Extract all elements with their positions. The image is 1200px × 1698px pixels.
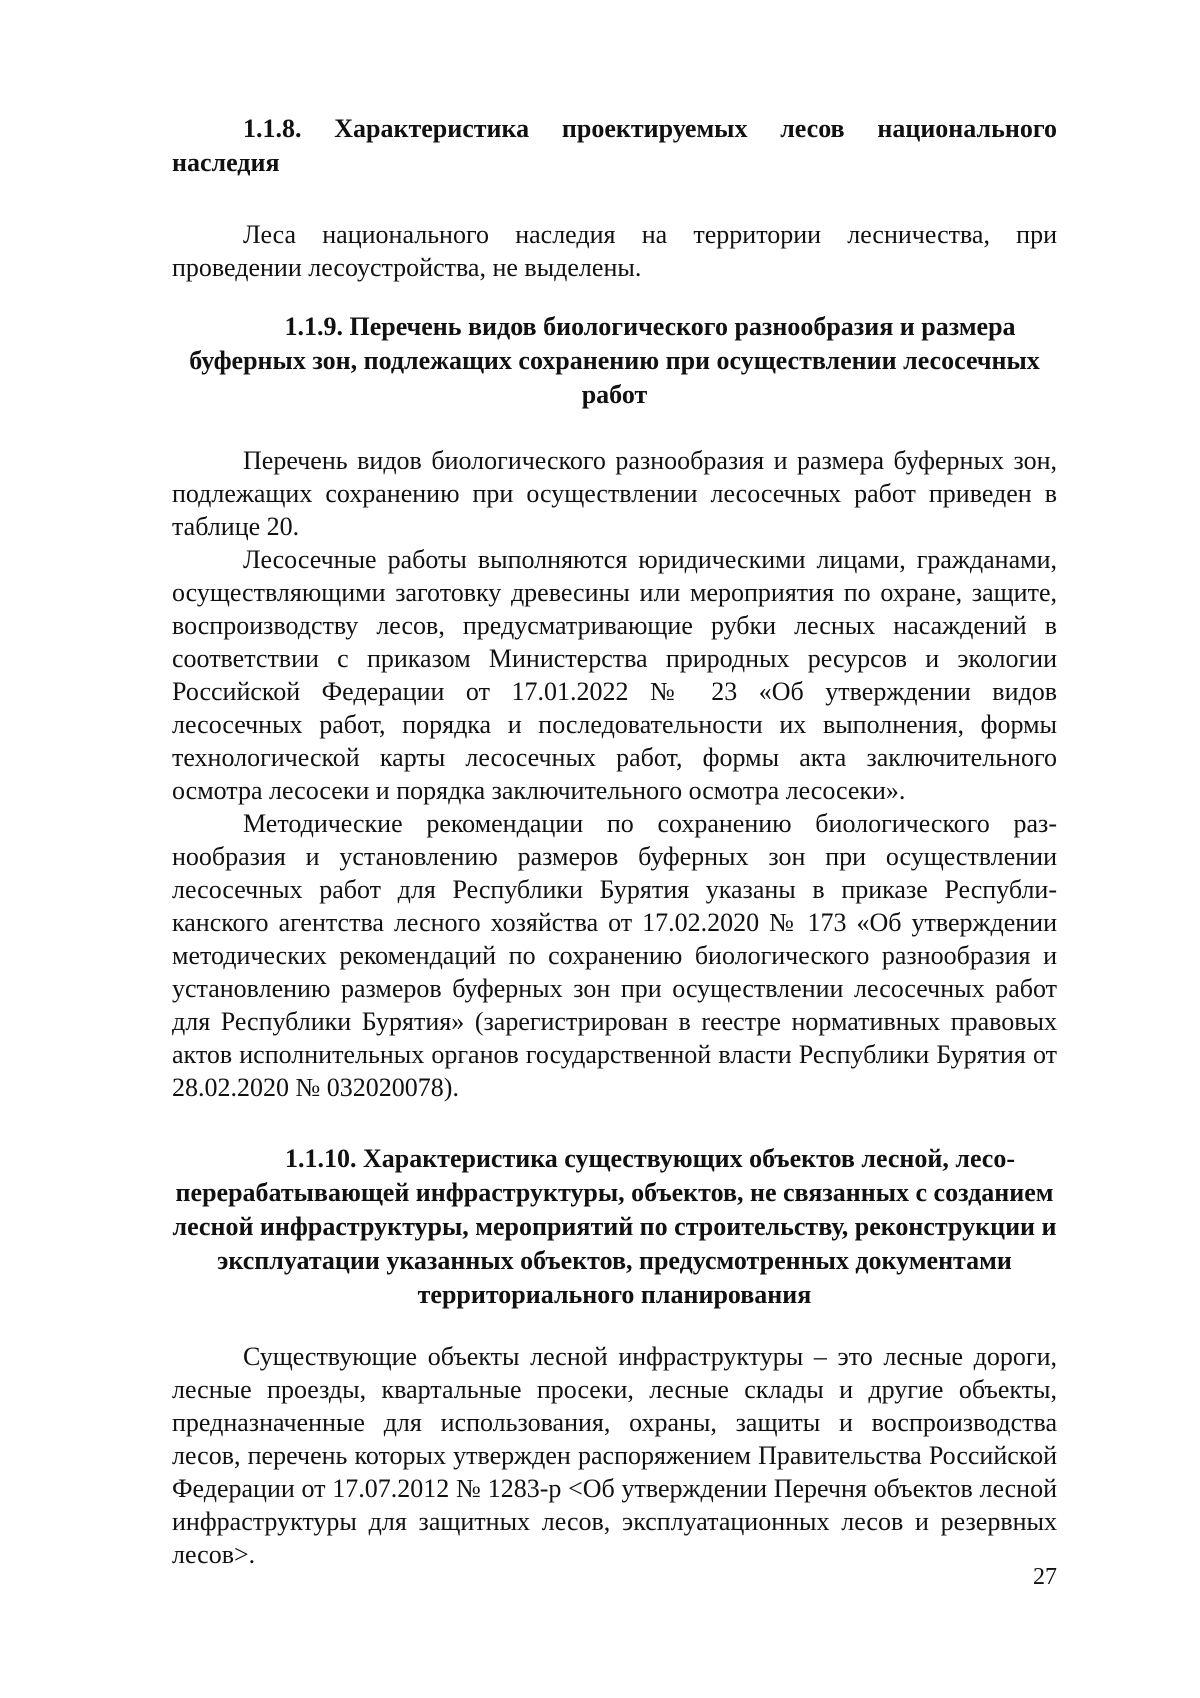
paragraph: Перечень видов биологического разнообразия и размера буферных зон, подлежащих сохранению при осуществлении лесосечных работ приведен в таблице 20. xyxy=(172,446,1057,541)
page-number: 27 xyxy=(1033,1564,1057,1590)
paragraph: Лесосечные работы выполняются юридическими лицами, гражданами, осуществляющими заготовку древесины или мероприятия по охране, защите, воспроизводству лесов, предусматривающие рубки лесных насаждений в соответствии с приказом Министерства природных ресурсов и экологии Российской Федерации от 17.01.2022 № 23 «Об утверждении видов лесосечных работ, порядка и последовательности их выполнения, формы технологической карты лесосечных работ, формы акта заключительного осмотра лесосеки и порядка заключительного осмотра лесосеки». xyxy=(172,545,1057,805)
section-heading-1-1-8: 1.1.8. Характеристика проектируемых лесов национального наследия xyxy=(172,114,1057,177)
section-heading-1-1-9: 1.1.9. Перечень видов биологического разнообразия и размера буферных зон, подлежащих сохранению при осуществлении лесосечных работ xyxy=(189,312,1040,409)
document-page xyxy=(172,112,1057,1571)
paragraph: Методические рекомендации по сохранению биологического разнообразия и установлению размеров буферных зон при осуществлении лесосечных работ для Республики Бурятия указаны в приказе Республиканского агентства лесного хозяйства от 17.02.2020 № 173 «Об утверждении методических рекомендаций по сохранению биологического разнообразия и установлению размеров буферных зон при осуществлении лесосечных работ для Республики Бурятия» (зарегистрирован в reeстре нормативных правовых актов исполнительных органов государственной власти Республики Бурятия от 28.02.2020 № 032020078). xyxy=(172,809,1057,1102)
paragraph: Существующие объекты лесной инфраструктуры – это лесные дороги, лесные проезды, квартальные просеки, лесные склады и другие объекты, предназначенные для использования, охраны, защиты и воспроизводства лесов, перечень которых утвержден распоряжением Правительства Российской Федерации от 17.07.2012 № 1283-р <Об утверждении Перечня объектов лесной инфраструктуры для защитных лесов, эксплуатационных лесов и резервных лесов>. xyxy=(172,1342,1057,1569)
paragraph: Леса национального наследия на территории лесничества, при проведении лесоустройства, не выделены. xyxy=(172,220,1057,282)
section-heading-1-1-10: 1.1.10. Характеристика существующих объектов лесной, лесоперерабатывающей инфраструктуры, объектов, не связанных с созданием лесной инфраструктуры, мероприятий по строительству, реконструкции и эксплуатации указанных объектов, предусмотренных документами территориального планирования xyxy=(172,1144,1057,1309)
